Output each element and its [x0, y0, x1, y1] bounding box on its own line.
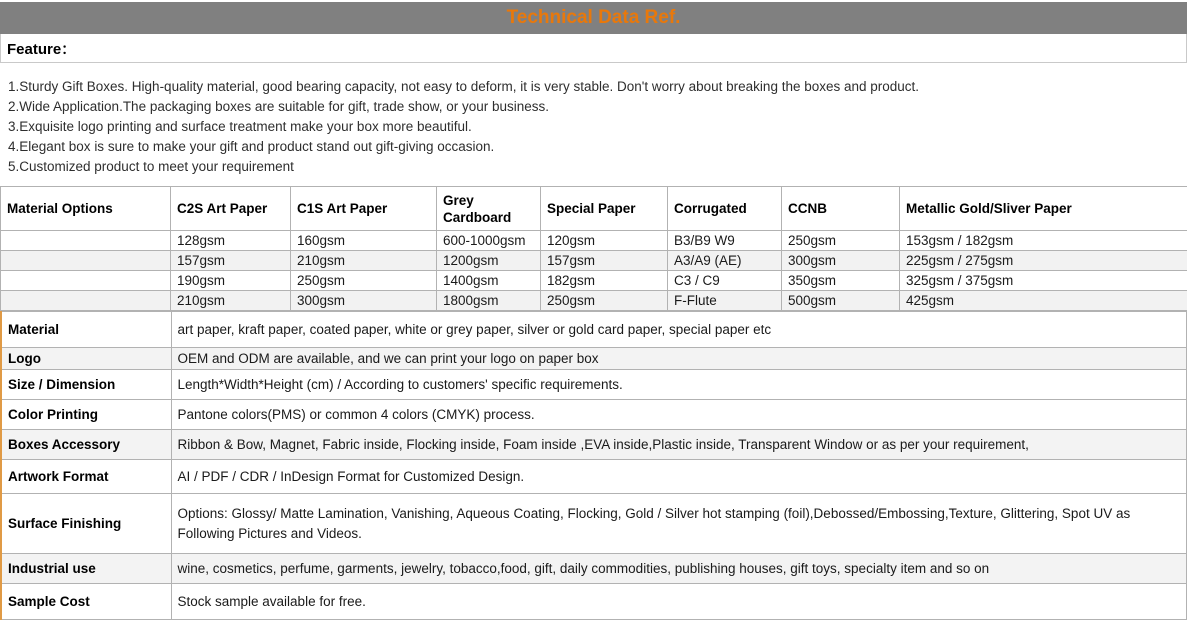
feature-item: 5.Customized product to meet your requirement: [8, 159, 294, 174]
gsm-cell: A3/A9 (AE): [668, 251, 782, 271]
spec-label: Industrial use: [1, 554, 171, 584]
header-cell-special-paper: Special Paper: [541, 187, 668, 231]
gsm-cell: 350gsm: [782, 271, 900, 291]
spec-value: art paper, kraft paper, coated paper, white or grey paper, silver or gold card paper, special paper etc: [171, 312, 1187, 348]
gsm-cell: 182gsm: [541, 271, 668, 291]
gsm-cell: 250gsm: [541, 291, 668, 311]
spec-label: Material: [1, 312, 171, 348]
spec-value: Length*Width*Height (cm) / According to customers' specific requirements.: [171, 370, 1187, 400]
gsm-cell: 210gsm: [291, 251, 437, 271]
feature-heading: Feature：: [0, 34, 1187, 63]
gsm-cell: 500gsm: [782, 291, 900, 311]
gsm-cell: 190gsm: [171, 271, 291, 291]
header-cell-corrugated: Corrugated: [668, 187, 782, 231]
gsm-cell: F-Flute: [668, 291, 782, 311]
spec-row-boxes-accessory: [1, 430, 1187, 460]
gsm-cell: [1, 251, 171, 271]
gsm-cell: 425gsm: [900, 291, 1187, 311]
feature-list: [0, 63, 1187, 186]
feature-item: 3.Exquisite logo printing and surface treatment make your box more beautiful.: [8, 119, 472, 134]
spec-label: Surface Finishing: [1, 494, 171, 554]
header-cell-metallic-paper: Metallic Gold/Sliver Paper: [900, 187, 1187, 231]
spec-value: Options: Glossy/ Matte Lamination, Vanishing, Aqueous Coating, Flocking, Gold / Silver hot stamping (foil),Debossed/Embossing,Texture, Glittering, Spot UV as Following Pictures and Videos.: [171, 494, 1187, 554]
spec-value: AI / PDF / CDR / InDesign Format for Customized Design.: [171, 460, 1187, 494]
header-cell-ccnb: CCNB: [782, 187, 900, 231]
gsm-cell: 250gsm: [782, 231, 900, 251]
page-title: Technical Data Ref.: [506, 7, 681, 28]
gsm-cell: 300gsm: [782, 251, 900, 271]
spec-row-sample-cost: [1, 584, 1187, 620]
material-options-table: [0, 186, 1187, 311]
spec-value: Pantone colors(PMS) or common 4 colors (CMYK) process.: [171, 400, 1187, 430]
spec-value: Stock sample available for free.: [171, 584, 1187, 620]
gsm-cell: 1800gsm: [437, 291, 541, 311]
spec-value: OEM and ODM are available, and we can print your logo on paper box: [171, 348, 1187, 370]
gsm-cell: [1, 231, 171, 251]
spec-value: Ribbon & Bow, Magnet, Fabric inside, Flocking inside, Foam inside ,EVA inside,Plastic inside, Transparent Window or as per your requirement,: [171, 430, 1187, 460]
header-cell-material-options: Material Options: [1, 187, 171, 231]
gsm-cell: B3/B9 W9: [668, 231, 782, 251]
gsm-cell: 325gsm / 375gsm: [900, 271, 1187, 291]
gsm-cell: 600-1000gsm: [437, 231, 541, 251]
title-bar: [0, 2, 1187, 34]
table-row: [1, 271, 1187, 291]
spec-row-surface-finishing: [1, 494, 1187, 554]
spec-row-artwork-format: [1, 460, 1187, 494]
spec-value: wine, cosmetics, perfume, garments, jewelry, tobacco,food, gift, daily commodities, publishing houses, gift toys, specialty item and so on: [171, 554, 1187, 584]
gsm-cell: C3 / C9: [668, 271, 782, 291]
feature-item: 2.Wide Application.The packaging boxes are suitable for gift, trade show, or your business.: [8, 99, 550, 114]
spec-label: Logo: [1, 348, 171, 370]
header-cell-c2s-art-paper: C2S Art Paper: [171, 187, 291, 231]
gsm-cell: 157gsm: [171, 251, 291, 271]
spec-label: Sample Cost: [1, 584, 171, 620]
gsm-cell: 120gsm: [541, 231, 668, 251]
spec-table: [0, 311, 1187, 620]
spec-label: Color Printing: [1, 400, 171, 430]
header-cell-c1s-art-paper: C1S Art Paper: [291, 187, 437, 231]
spec-label: Artwork Format: [1, 460, 171, 494]
header-cell-grey-cardboard: Grey Cardboard: [437, 187, 541, 231]
material-options-header-row: [1, 187, 1187, 231]
gsm-cell: [1, 271, 171, 291]
gsm-cell: 157gsm: [541, 251, 668, 271]
spec-label: Boxes Accessory: [1, 430, 171, 460]
table-row: [1, 251, 1187, 271]
gsm-cell: 210gsm: [171, 291, 291, 311]
spec-row-size-dimension: [1, 370, 1187, 400]
spec-row-logo: [1, 348, 1187, 370]
gsm-cell: 225gsm / 275gsm: [900, 251, 1187, 271]
feature-item: 4.Elegant box is sure to make your gift and product stand out gift-giving occasion.: [8, 139, 495, 154]
table-row: [1, 231, 1187, 251]
spec-label: Size / Dimension: [1, 370, 171, 400]
spec-row-material: [1, 312, 1187, 348]
feature-item: 1.Sturdy Gift Boxes. High-quality material, good bearing capacity, not easy to deform, it is very stable. Don't worry about breaking the boxes and product.: [8, 79, 920, 94]
gsm-cell: 153gsm / 182gsm: [900, 231, 1187, 251]
gsm-cell: 1200gsm: [437, 251, 541, 271]
gsm-cell: 300gsm: [291, 291, 437, 311]
table-row: [1, 291, 1187, 311]
spec-row-industrial-use: [1, 554, 1187, 584]
gsm-cell: 1400gsm: [437, 271, 541, 291]
gsm-cell: 128gsm: [171, 231, 291, 251]
spec-row-color-printing: [1, 400, 1187, 430]
gsm-cell: 160gsm: [291, 231, 437, 251]
gsm-cell: 250gsm: [291, 271, 437, 291]
gsm-cell: [1, 291, 171, 311]
